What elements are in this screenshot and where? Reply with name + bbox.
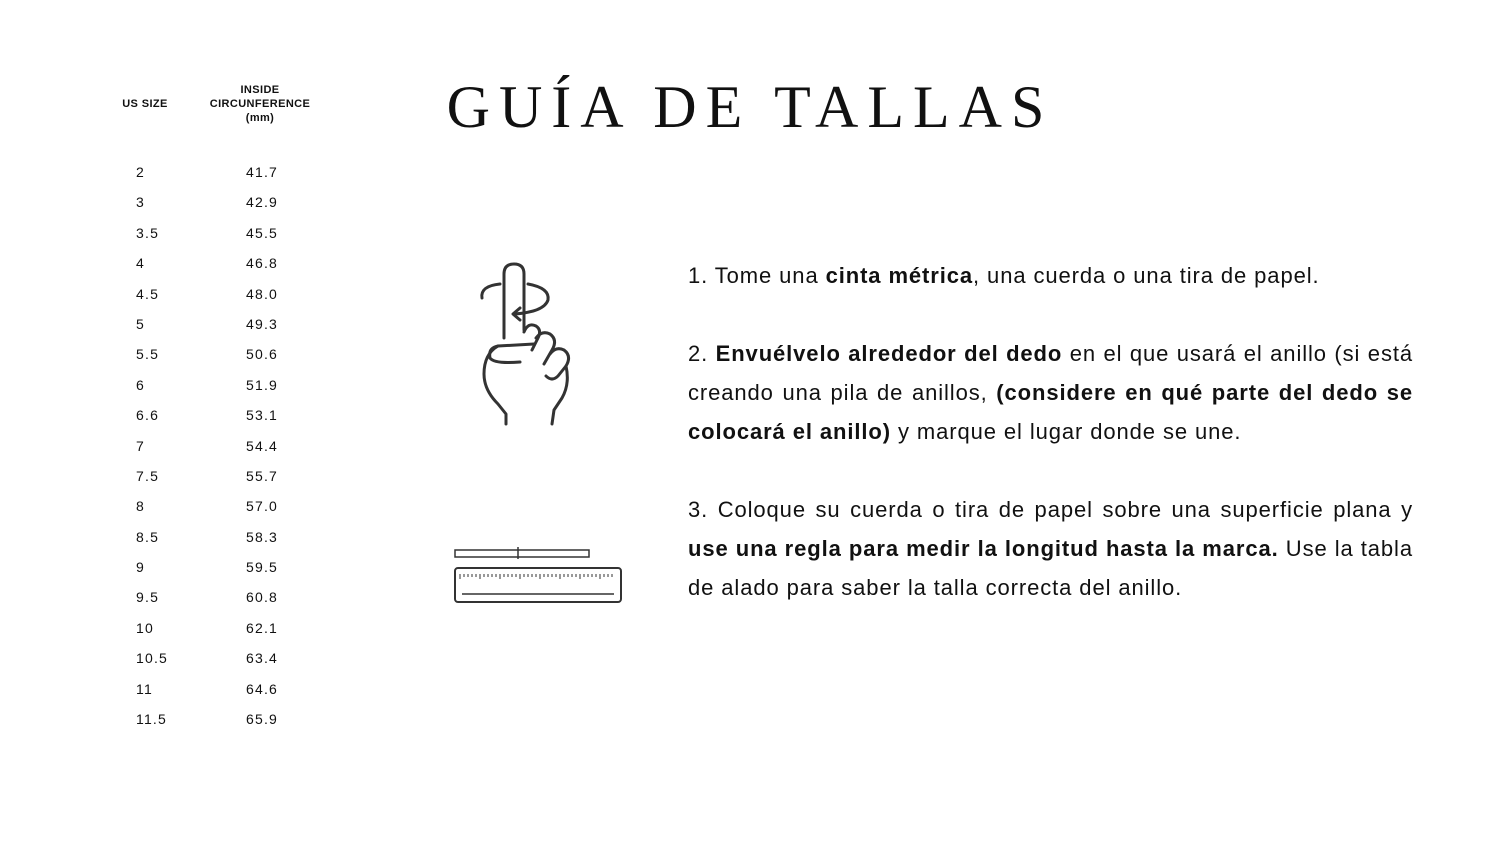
us-size-cell: 4.5: [136, 285, 160, 302]
table-row: [100, 529, 340, 559]
table-row: [100, 711, 340, 741]
table-row: [100, 255, 340, 285]
circumference-cell: 59.5: [246, 559, 279, 576]
table-row: [100, 316, 340, 346]
table-row: [100, 438, 340, 468]
table-row: [100, 468, 340, 498]
size-rows: [100, 164, 340, 741]
us-size-cell: 3: [136, 194, 145, 211]
table-row: [100, 286, 340, 316]
circumference-cell: 60.8: [246, 589, 279, 606]
table-row: [100, 407, 340, 437]
step-3: [688, 490, 1413, 607]
us-size-cell: 2: [136, 164, 145, 180]
step-1-text-a: 1. Tome una: [688, 263, 826, 288]
us-size-cell: 6: [136, 376, 145, 393]
us-size-cell: 10: [136, 619, 154, 636]
step-2-bold-d: (considere en qué parte del dedo se colocará el anillo): [688, 380, 1413, 444]
circumference-cell: 58.3: [246, 528, 279, 545]
circumference-cell: 50.6: [246, 346, 279, 363]
header-us-size: US SIZE: [122, 98, 168, 110]
step-3-text-a: 3. Coloque su cuerda o tira de papel sobre una superficie plana y: [688, 497, 1413, 522]
step-1-bold: cinta métrica: [825, 263, 974, 288]
header-circ-line1: INSIDE: [240, 84, 280, 96]
step-2-bold-b: Envuélvelo alrededor del dedo: [715, 341, 1063, 366]
circumference-cell: 57.0: [246, 498, 279, 515]
circumference-cell: 41.7: [246, 164, 279, 180]
table-row: [100, 650, 340, 680]
table-row: [100, 559, 340, 589]
circumference-cell: 45.5: [246, 224, 279, 241]
header-circ-line2: CIRCUNFERENCE: [209, 98, 311, 110]
circumference-cell: 54.4: [246, 437, 279, 454]
us-size-cell: 11: [136, 680, 153, 697]
step-2-text-a: 2.: [688, 341, 716, 366]
circumference-cell: 65.9: [246, 711, 279, 728]
us-size-cell: 9.5: [136, 589, 160, 606]
step-3-bold: use una regla para medir la longitud hasta la marca.: [688, 536, 1279, 561]
us-size-cell: 7: [136, 437, 145, 454]
finger-wrap-icon: [470, 258, 600, 430]
circumference-cell: 51.9: [246, 376, 279, 393]
circumference-cell: 42.9: [246, 194, 279, 211]
page-title: GUÍA DE TALLAS: [446, 74, 1054, 140]
table-row: [100, 681, 340, 711]
circumference-cell: 53.1: [246, 407, 279, 424]
us-size-cell: 4: [136, 255, 145, 272]
table-row: [100, 377, 340, 407]
us-size-cell: 5: [136, 315, 145, 332]
us-size-cell: 11.5: [136, 711, 168, 728]
us-size-cell: 3.5: [136, 224, 160, 241]
step-1-text-c: , una cuerda o una tira de papel.: [973, 263, 1320, 288]
header-circ-line3: (mm): [245, 112, 275, 124]
table-row: [100, 225, 340, 255]
table-row: [100, 589, 340, 619]
us-size-cell: 8: [136, 498, 145, 515]
header-inside-circumference: [200, 83, 320, 125]
step-2: [688, 334, 1413, 451]
table-row: [100, 620, 340, 650]
step-3-text-c: Use la tabla de alado para saber la talla correcta del anillo.: [688, 536, 1413, 600]
table-row: [100, 194, 340, 224]
circumference-cell: 64.6: [246, 680, 279, 697]
step-1: [688, 256, 1413, 295]
table-row: [100, 164, 340, 194]
circumference-cell: 46.8: [246, 255, 279, 272]
us-size-cell: 8.5: [136, 528, 160, 545]
us-size-cell: 7.5: [136, 467, 160, 484]
table-row: [100, 346, 340, 376]
circumference-cell: 48.0: [246, 285, 279, 302]
us-size-cell: 6.6: [136, 407, 160, 424]
instructions: [688, 256, 1413, 646]
circumference-cell: 49.3: [246, 315, 279, 332]
circumference-cell: 55.7: [246, 467, 279, 484]
table-row: [100, 498, 340, 528]
ruler-icon: [452, 544, 624, 606]
circumference-cell: 63.4: [246, 650, 279, 667]
step-2-text-e: y marque el lugar donde se une.: [890, 419, 1242, 444]
step-2-text-c: en el que usará el anillo (si está creando una pila de anillos,: [688, 341, 1413, 405]
us-size-cell: 9: [136, 559, 145, 576]
us-size-cell: 10.5: [136, 650, 169, 667]
circumference-cell: 62.1: [246, 619, 279, 636]
us-size-cell: 5.5: [136, 346, 160, 363]
